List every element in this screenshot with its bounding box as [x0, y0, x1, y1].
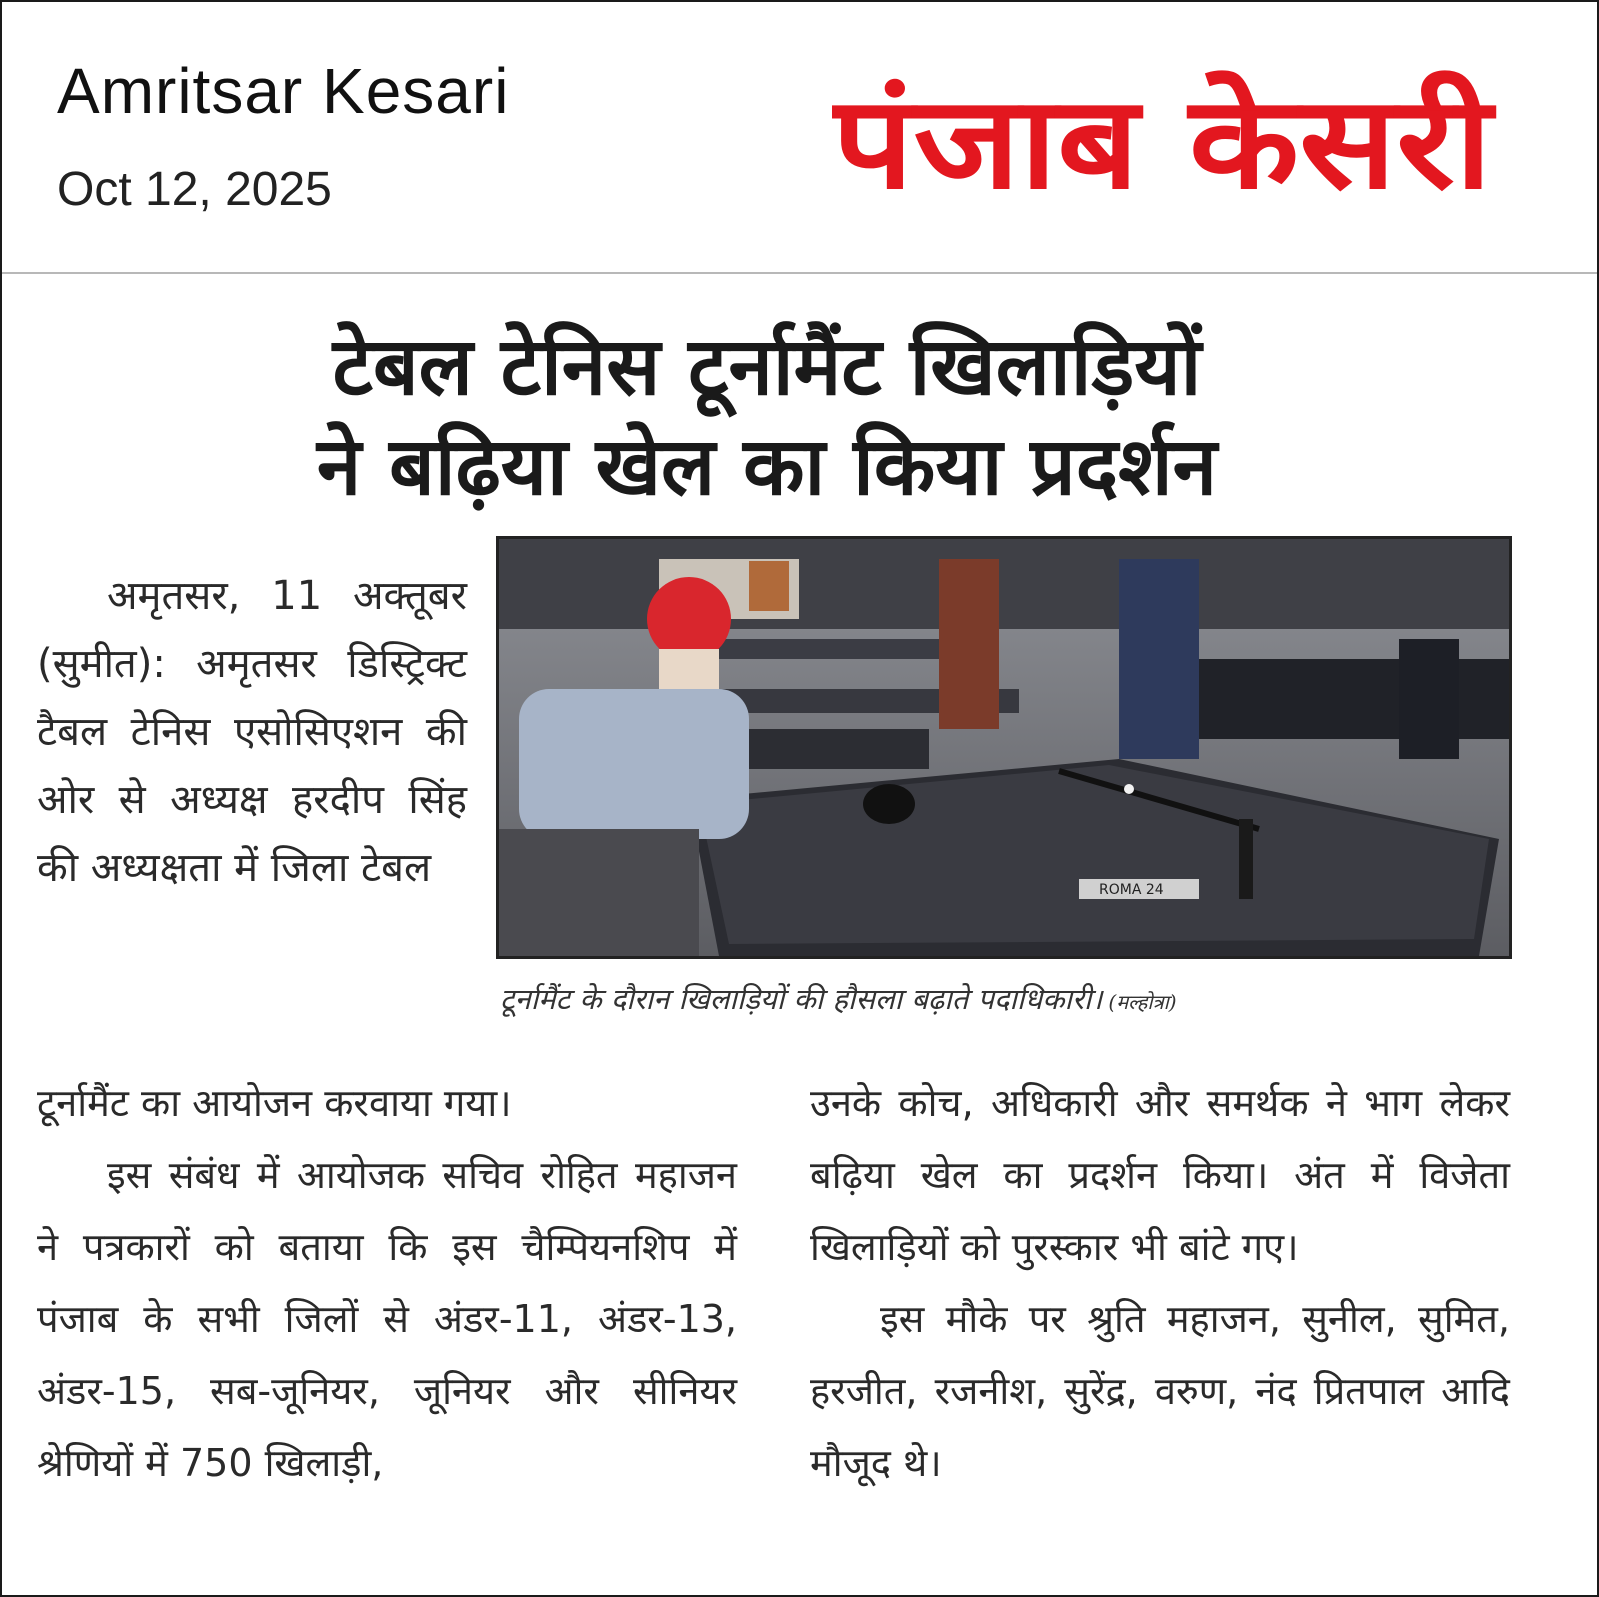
- table-tennis-photo-icon: [499, 539, 1509, 956]
- photo-caption: [500, 979, 1177, 1018]
- paragraph-3: उनके कोच, अधिकारी और समर्थक ने भाग लेकर बढ़िया खेल का प्रदर्शन किया। अंत में विजेता खिलाड़ियों को पुरस्कार भी बांटे गए।: [810, 1081, 1510, 1269]
- article-photo: [496, 536, 1512, 959]
- article-column-left: [37, 1067, 737, 1499]
- paragraph-4: इस मौके पर श्रुति महाजन, सुनील, सुमित, हरजीत, रजनीश, सुरेंद्र, वरुण, नंद प्रितपाल आदि मौजूद थे।: [810, 1297, 1510, 1485]
- article-headline: [37, 317, 1497, 517]
- publication-date: Oct 12, 2025: [57, 163, 332, 216]
- headline-line-2: ने बढ़िया खेल का किया प्रदर्शन: [316, 420, 1218, 513]
- article-column-right: [810, 1067, 1510, 1499]
- svg-text:ROMA 24: ROMA 24: [1099, 882, 1164, 898]
- caption-credit: (मल्होत्रा): [1108, 990, 1177, 1014]
- headline-line-1: टेबल टेनिस टूर्नामैंट खिलाड़ियों: [332, 320, 1202, 413]
- masthead-text: पंजाब केसरी: [832, 69, 1497, 217]
- article-column-top-left: [37, 562, 467, 902]
- paragraph-1: अमृतसर, 11 अक्तूबर (सुमीत): अमृतसर डिस्ट्रिक्ट टैबल टेनिस एसोसिएशन की ओर से अध्यक्ष हरदीप सिंह की अध्यक्षता में जिला टेबल: [37, 573, 467, 891]
- paragraph-1-continued: टूर्नामैंट का आयोजन करवाया गया।: [37, 1081, 512, 1125]
- caption-text: टूर्नामैंट के दौरान खिलाड़ियों की हौसला बढ़ाते पदाधिकारी।: [500, 982, 1103, 1016]
- masthead-logo: [832, 57, 1522, 217]
- paragraph-2: इस संबंध में आयोजक सचिव रोहित महाजन ने पत्रकारों को बताया कि इस चैम्पियनशिप में पंजाब के सभी जिलों से अंडर-11, अंडर-13, अंडर-15, सब-जूनियर, जूनियर और सीनियर श्रेणियों में 750 खिलाड़ी,: [37, 1153, 737, 1485]
- clipping-header: [2, 2, 1597, 274]
- publication-name: Amritsar Kesari: [57, 55, 510, 127]
